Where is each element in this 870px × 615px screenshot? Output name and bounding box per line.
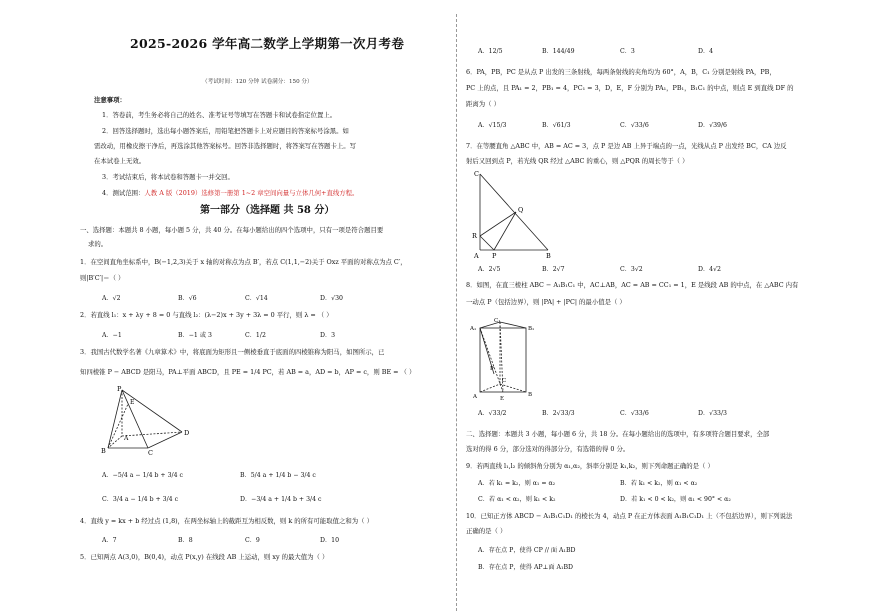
label-a: A: [474, 252, 479, 260]
label-b: B: [528, 392, 533, 398]
q4-option-b: B．8: [178, 537, 193, 544]
question-6-cont2: 距离为（ ）: [466, 100, 500, 108]
q6-option-b: B．√61/3: [542, 122, 571, 129]
notice-heading: 注意事项：: [94, 96, 126, 104]
notice-item: 2．回答选择题时，选出每小题答案后，用铅笔把答题卡上对应题目的答案标号涂黑。如: [102, 127, 349, 135]
edge-ac: [480, 384, 500, 392]
q4-option-a: A．7: [102, 537, 117, 544]
test-scope: [102, 189, 358, 197]
q5-option-c: C．3: [620, 48, 635, 55]
label-e: E: [500, 396, 505, 402]
q1-option-c: C．√14: [245, 295, 268, 302]
ray-pq: [494, 212, 516, 250]
q1-option-b: B．√6: [178, 295, 197, 302]
label-a1: A₁: [470, 326, 477, 332]
q3-option-d: D．−3/4 a + 1/4 b + 3/4 c: [240, 496, 322, 503]
column-divider: [456, 14, 457, 611]
q9-option-b: B．若 k₁ < k₂，则 α₁ < α₂: [620, 480, 698, 487]
q1-option-d: D．√30: [320, 295, 343, 302]
question-4: 4．直线 y = kx + b 经过点 (1,8)，在两坐标轴上的截距互为相反数，则 k 的所有可能取值之和为（ ）: [80, 517, 373, 525]
q5-option-a: A．12/5: [478, 48, 503, 55]
question-2: 2．若直线 l₁：x + λy + 8 = 0 与直线 l₂：(λ−2)x + 3y + 3λ = 0 平行，则 λ = （ ）: [80, 311, 333, 319]
label-c: C: [148, 449, 153, 456]
q2-option-d: D．3: [320, 332, 336, 339]
notice-item: 1．答卷前，考生务必将自己的姓名、准考证号等填写在答题卡和试卷指定位置上。: [102, 111, 337, 119]
edge-cb: [500, 384, 526, 392]
edge-top-b1: [500, 322, 526, 328]
test-scope-content: 人教 A 版（2019）选修第一册第 1~2 章空间向量与立体几何+直线方程。: [144, 189, 359, 197]
label-b: B: [546, 252, 551, 260]
label-b: B: [101, 447, 106, 455]
q7-option-a: A．2√5: [478, 266, 501, 273]
q7-option-b: B．2√7: [542, 266, 565, 273]
label-r: R: [472, 232, 477, 240]
q10-option-a: A．存在点 P，使得 CP // 面 A₁BD: [478, 547, 576, 554]
ray-rp: [480, 236, 494, 250]
notice-item: 在本试卷上无效。: [94, 157, 146, 165]
right-column: [466, 0, 838, 615]
part2-intro: 选对的得 6 分，部分选对的得部分分，有选错的得 0 分。: [466, 445, 630, 453]
question-10: 10．已知正方体 ABCD − A₁B₁C₁D₁ 的棱长为 4，动点 P 在正方体表面 A₁B₁C₁D₁ 上（不包括边界），则下列说法: [466, 512, 793, 520]
triangle-figure: [470, 168, 560, 260]
ray-qr: [480, 212, 516, 236]
question-7-cont: 射后又回到点 P，若光线 QR 经过 △ABC 的重心，则 △PQR 的周长等于（ ）: [466, 157, 689, 165]
notice-item: 3．考试结束后，将本试卷和答题卡一并交回。: [102, 173, 234, 181]
label-p: P: [117, 385, 122, 393]
q3-option-b: B．5/4 a + 1/4 b − 3/4 c: [240, 472, 316, 479]
q8-option-b: B．2√33/3: [542, 410, 575, 417]
label-b1: B₁: [528, 326, 535, 332]
label-e: E: [130, 399, 135, 406]
label-c: C: [502, 378, 507, 384]
question-9: 9．若两直线 l₁,l₂ 的倾斜角分别为 α₁,α₂，斜率分别是 k₁,k₂，则下列命题正确的是（ ）: [466, 462, 714, 470]
q8-option-d: D．√33/3: [698, 410, 727, 417]
label-q: Q: [518, 206, 524, 214]
q4-option-c: C．9: [245, 537, 260, 544]
segment-a1e: [480, 328, 503, 392]
question-5: 5．已知两点 A(3,0)，B(0,4)，动点 P(x,y) 在线段 AB 上运动，则 xy 的最大值为（ ）: [80, 553, 329, 561]
part2-intro: 二、选择题：本题共 3 小题，每小题 6 分，共 18 分。在每小题给出的选项中，有多项符合题目要求，全部: [466, 430, 770, 438]
exam-info: （考试时间：120 分钟 试卷满分：150 分）: [202, 79, 313, 85]
label-a: A: [124, 435, 129, 442]
part1-heading: 第一部分（选择题 共 58 分）: [200, 205, 335, 216]
question-8: 8．如图，在直三棱柱 ABC − A₁B₁C₁ 中，AC⊥AB，AC = AB = CC₁ = 1，E 是线段 AB 的中点，在 △ABC 内有: [466, 281, 799, 289]
question-3-cont: 知四棱锥 P − ABCD 是阳马，PA⊥平面 ABCD，且 PE = 1/4 PC，若 AB = a，AD = b，AP = c，则 BE = （ ）: [80, 368, 416, 376]
pyramid-figure: [90, 384, 200, 456]
q3-option-a: A．−5/4 a − 1/4 b + 3/4 c: [102, 472, 183, 479]
label-p: P: [490, 366, 494, 372]
notice-item: 需改动，用橡皮擦干净后，再选涂其他答案标号。回答非选择题时，将答案写在答题卡上。写: [94, 142, 357, 150]
prism-figure: [470, 318, 550, 402]
part1-intro: 一、选择题：本题共 8 小题，每小题 5 分，共 40 分。在每小题给出的四个选项中，只有一项是符合题目要: [80, 226, 384, 234]
q9-option-c: C．若 α₁ < α₂，则 k₁ < k₂: [478, 496, 556, 503]
q5-option-b: B．144/49: [542, 48, 575, 55]
q10-option-b: B．存在点 P，使得 AP⊥面 A₁BD: [478, 564, 574, 571]
label-a: A: [473, 394, 477, 400]
question-1-cont: 则|B′C′|＝（ ）: [80, 274, 125, 282]
q6-option-d: D．√39/6: [698, 122, 727, 129]
q7-option-c: C．3√2: [620, 266, 643, 273]
q2-option-a: A．−1: [102, 332, 122, 339]
test-scope-label: 4．测试范围：: [102, 189, 145, 197]
q1-option-a: A．√2: [102, 295, 121, 302]
question-8-cont: 一动点 P（包括边界），则 |PA| + |PC| 的最小值是（ ）: [466, 298, 626, 306]
q5-option-d: D．4: [698, 48, 714, 55]
q7-option-d: D．4√2: [698, 266, 721, 273]
q3-option-c: C．3/4 a − 1/4 b + 3/4 c: [102, 496, 179, 503]
question-7: 7．在等腰直角 △ABC 中，AB = AC = 3，点 P 是边 AB 上异于端点的一点，光线从点 P 出发经 BC，CA 边反: [466, 142, 787, 150]
edge-ad: [122, 432, 182, 436]
q9-option-d: D．若 k₁ < 0 < k₂，则 α₁ < 90° < α₂: [620, 496, 731, 503]
edge-pb: [108, 390, 122, 448]
q2-option-c: C．1/2: [245, 332, 266, 339]
left-column: [80, 0, 448, 615]
question-6: 6．PA，PB，PC 是从点 P 出发的三条射线，每两条射线的夹角均为 60°，A，B，C₁ 分别是射线 PA，PB，: [466, 68, 776, 76]
part1-intro: 求的。: [88, 240, 108, 248]
label-p: P: [492, 252, 497, 260]
q4-option-d: D．10: [320, 537, 340, 544]
question-10-cont: 正确的是（ ）: [466, 527, 507, 535]
question-3: 3．我国古代数学名著《九章算术》中，将底面为矩形且一侧棱垂直于底面的四棱锥称为阳马，如图所示，已: [80, 348, 385, 356]
side-cb: [480, 174, 548, 250]
q8-option-a: A．√33/2: [478, 410, 507, 417]
q6-option-a: A．√15/3: [478, 122, 507, 129]
label-d: D: [184, 429, 190, 437]
question-1: 1．在空间直角坐标系中，B(−1,2,3)关于 x 轴的对称点为点 B′，若点 C(1,1,−2)关于 Oxz 平面的对称点为点 C′，: [80, 258, 407, 266]
edge-cd: [148, 432, 182, 448]
q6-option-c: C．√33/6: [620, 122, 649, 129]
label-c1: C₁: [494, 318, 501, 324]
q8-option-c: C．√33/6: [620, 410, 649, 417]
question-6-cont: PC 上的点，且 PA₁ = 2，PB₁ = 4，PC₁ = 3，D，E，F 分别为 PA₁，PB₁，B₁C₁ 的中点，则点 E 到直线 DF 的: [466, 84, 794, 92]
label-c: C: [474, 170, 479, 178]
q2-option-b: B．−1 或 3: [178, 332, 212, 339]
q9-option-a: A．若 k₁ = k₂，则 α₁ = α₂: [478, 480, 556, 487]
exam-title: 2025-2026 学年高二数学上学期第一次月考卷: [130, 36, 405, 51]
